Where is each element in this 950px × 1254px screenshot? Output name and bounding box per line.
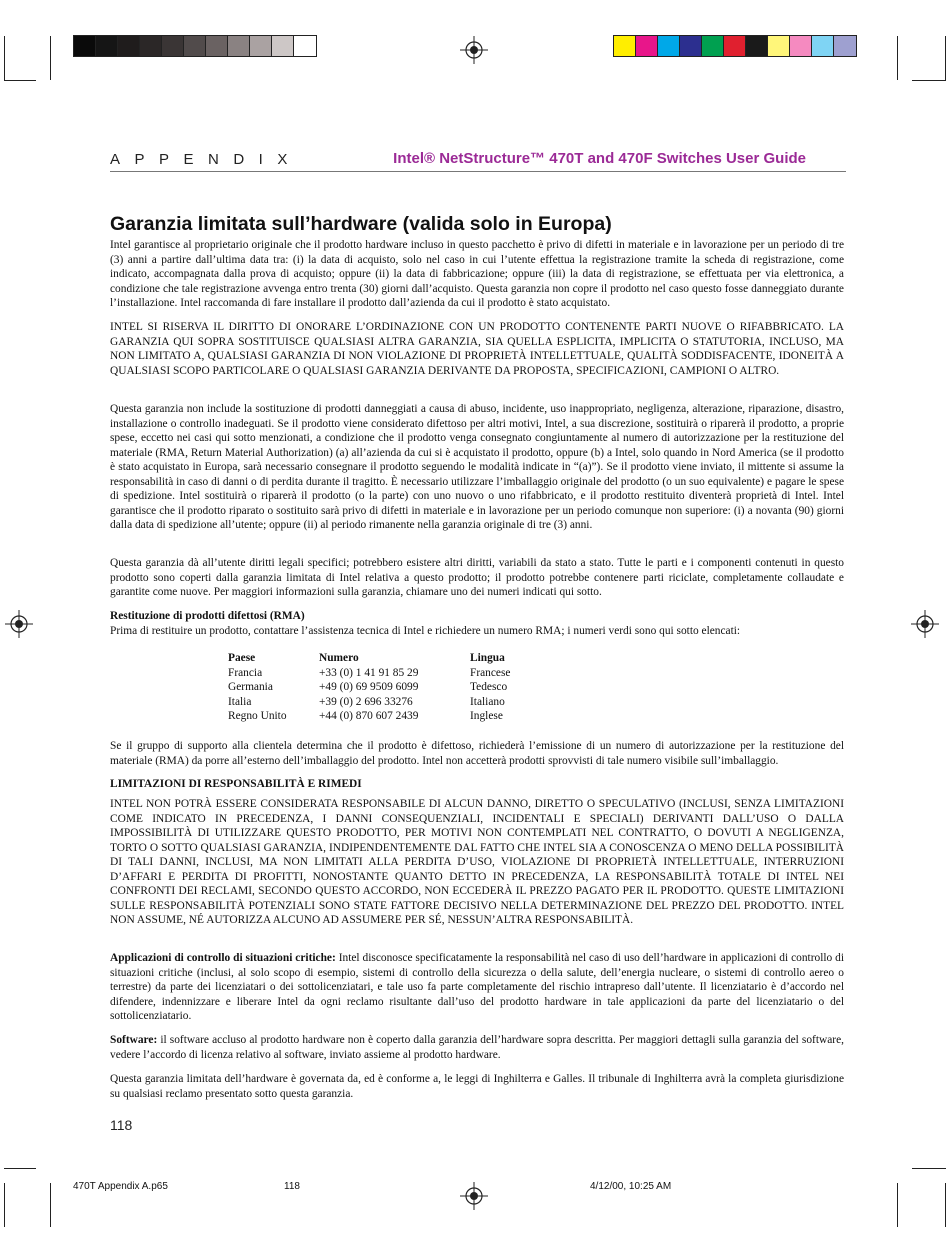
phone-cell: +44 (0) 870 607 2439 — [319, 710, 419, 722]
color-swatch — [184, 36, 206, 56]
slug-date: 4/12/00, 10:25 AM — [590, 1181, 672, 1192]
color-swatch — [272, 36, 294, 56]
liability-paragraph: INTEL NON POTRÀ ESSERE CONSIDERATA RESPONSABILE DI ALCUN DANNO, DIRETTO O SPECULATIVO (INCLUSI, SENZA LIMITAZIONI COME INDICATO IN PRECEDENZA, I DANNI CONSEQUENZIALI, INCIDENTALI E SPECIALI) DERIVANTI DALL’USO O DALLA IMPOSSIBILITÀ DI UTILIZZARE QUESTO PRODOTTO, PER MOTIVI NON CONTEMPLATI NEL CONTRATTO, O DOVUTI A NEGLIGENZA, TORTO O SOTTO QUALSIASI GARANZIA, INDIPENDENTEMENTE DAL FATTO CHE INTEL SIA A CONOSCENZA O MENO DELLA POSSIBILITÀ DI TALI DANNI, INCLUSI, MA NON LIMITATI ALLA PERDITA D’USO, VIOLAZIONE DI PROPRIETÀ INTELLETTUALE, INTERRUZIONI D’AFFARI E PERDITA DI PROFITTI, NONOSTANTE QUANTO DETTO IN PRECEDENZA, LA RESPONSABILITÀ TOTALE DI INTEL NEI CONFRONTI DEI RECLAMI, SECONDO QUESTO ACCORDO, NON ECCEDERÀ IL PREZZO PAGATO PER IL PRODOTTO. QUESTE LIMITAZIONI SULLE RESPONSABILITÀ POTENZIALI SONO STATE FATTORE DECISIVO NELLA DETERMINAZIONE DEL PREZZO DEL PRODOTTO. INTEL NON ASSUME, NÉ AUTORIZZA ALCUNO AD ASSUMERE PER SÉ, NESSUN’ALTRA RESPONSABILITÀ. — [110, 798, 844, 926]
color-swatch — [658, 36, 680, 56]
limitations-heading: LIMITAZIONI DI RESPONSABILITÀ E RIMEDI — [110, 778, 362, 790]
critical-label: Applicazioni di controllo di situazioni critiche: — [110, 952, 336, 964]
gray-scale-bar — [73, 35, 317, 57]
table-row — [228, 695, 530, 710]
color-swatch — [294, 36, 316, 56]
color-swatch — [812, 36, 834, 56]
software-label: Software: — [110, 1034, 158, 1046]
critical-text: Intel disconosce specificatamente la responsabilità nel caso di uso dell’hardware in applicazioni di controllo di situazioni critiche (inclusi, al solo scopo di esempio, sistemi di controllo della sicurezza o della salute, dell’energia nucleare, o sistemi di controllo aereo o terrestre) da parte dei licenziatari o dei sottolicenziatari, e tale uso fa parte completamente del rischio intrapreso dall’utente. Il licenziatario è d’accordo nel difendere, indennizzare e liberare Intel da ogni reclamo risultante dall’uso del prodotto hardware in tale applicazioni da parte del licenziatario o del sottolicenziatario. — [110, 952, 845, 1022]
table-row — [228, 709, 530, 724]
page-number: 118 — [110, 1117, 133, 1133]
language-cell: Francese — [470, 666, 511, 679]
document-title: Intel® NetStructure™ 470T and 470F Switches User Guide — [393, 150, 806, 167]
color-swatch — [140, 36, 162, 56]
rma-heading: Restituzione di prodotti difettosi (RMA) — [110, 610, 305, 622]
defective-product-paragraph: Se il gruppo di supporto alla clientela determina che il prodotto è difettoso, richiederà l’emissione di un numero di autorizzazione per la restituzione del materiale (RMA) da porre all’esterno dell’imballaggio del prodotto. Intel non accetterà prodotti sprovvisti di tale numero visibile sull’imballaggio. — [110, 740, 844, 767]
page-title: Garanzia limitata sull’hardware (valida solo in Europa) — [110, 213, 612, 235]
phone-cell: +49 (0) 69 9509 6099 — [319, 681, 419, 693]
exclusions-paragraph: Questa garanzia non include la sostituzione di prodotti danneggiati a causa di abuso, incidente, uso inappropriato, negligenza, alterazione, riparazione, disastro, installazione o controllo inadeguati. Se il prodotto viene considerato difettoso per altri motivi, Intel, a sua discrezione, sostituirà o riparerà il prodotto, a proprie spese, eccetto nei casi qui sotto menzionati, a condizione che il prodotto venga consegnato congiuntamente al numero di autorizzazione per la restituzione del materiale (RMA, Return Material Authorization) (a) all’azienda da cui si è acquistato il prodotto, oppure (b) a Intel, solo quando in Nord America (se il prodotto è stato acquistato in Europa, sarà necessario consegnare il prodotto seguendo le modalità indicate in “(a)”). Se il prodotto viene inviato, il mittente si assume la responsabilità in caso di danni o di perdita durante il tragitto. È necessario utilizzare l’imballaggio originale del prodotto (o un suo equivalente) e pagare le spese di spedizione. Intel sostituirà o riparerà il prodotto (o la parte) con uno nuovo o uno rifabbricato, e il prodotto restituito diventerà proprietà di Intel. Intel garantisce che il prodotto riparato o sostituito sarà privo di difetti in materiale e in lavorazione per un periodo comunque non superiore: (i) a novanta (90) giorni dalla data di spedizione all’utente; oppure (ii) al periodo rimanente nella garanzia originale di tre (3) anni. — [110, 403, 844, 531]
color-swatch — [96, 36, 118, 56]
phone-cell: +33 (0) 1 41 91 85 29 — [319, 666, 419, 679]
rma-intro: Prima di restituire un prodotto, contattare l’assistenza tecnica di Intel e richiedere un numero RMA; i numeri verdi sono qui sotto elencati: — [110, 624, 741, 637]
section-label: APPENDIX — [110, 151, 302, 168]
color-swatch — [118, 36, 140, 56]
color-swatch — [746, 36, 768, 56]
language-cell: Tedesco — [470, 681, 508, 693]
color-swatch — [206, 36, 228, 56]
column-header: Numero — [319, 652, 359, 664]
country-cell: Regno Unito — [228, 710, 287, 722]
color-swatch — [228, 36, 250, 56]
running-header — [110, 149, 846, 172]
country-cell: Italia — [228, 695, 252, 708]
governing-law-paragraph: Questa garanzia limitata dell’hardware è governata da, ed è conforme a, le leggi di Inghilterra e Galles. Il tribunale di Inghilterra avrà la completa giurisdizione su qualsiasi reclamo presentato sotto questa garanzia. — [110, 1073, 844, 1100]
software-text: il software accluso al prodotto hardware non è coperto dalla garanzia dell’hardware sopra descritta. Per maggiori dettagli sulla garanzia del software, vedere l’accordo di licenza relativo al software, inviato assieme al prodotto hardware. — [110, 1034, 844, 1061]
color-swatch — [74, 36, 96, 56]
table-row — [228, 666, 530, 681]
rma-section — [110, 609, 844, 638]
registration-mark-icon — [460, 36, 488, 64]
language-cell: Inglese — [470, 710, 503, 722]
column-header: Paese — [228, 652, 256, 664]
table-header-row — [228, 651, 530, 666]
color-swatch — [724, 36, 746, 56]
country-cell: Francia — [228, 666, 263, 679]
warranty-paragraph: Intel garantisce al proprietario originale che il prodotto hardware incluso in questo pacchetto è privo di difetti in materiale e in lavorazione per un periodo di tre (3) anni a partire dall’ultima data tra: (i) la data di acquisto, solo nel caso in cui l’utente effettua la registrazione tramite la scheda di registrazione, come indicato, accompagnata dalla prova di acquisto; oppure (ii) la data di fabbricazione; oppure (iii) la data di registrazione, se effettuata per via elettronica, a condizione che tale registrazione avvenga entro trenta (30) giorni dall’acquisto. Questa garanzia non copre il prodotto nel caso questo fosse danneggiato durante l’installazione. Intel raccomanda di fare installare il prodotto dall’azienda da cui il prodotto è stato acquistato. — [110, 239, 844, 309]
color-swatch — [834, 36, 856, 56]
legal-rights-paragraph: Questa garanzia dà all’utente diritti legali specifici; potrebbero esistere altri diritti, variabili da stato a stato. Tutte le parti e i componenti contenuti in questo prodotto sono coperti dalla garanzia limitata di Intel relativa a questo prodotto; il prodotto potrebbe contenere parti riciclate, completamente collaudate e garantite come nuove. Per maggiori informazioni sulla garanzia, chiamare uno dei numeri indicati qui sotto. — [110, 557, 844, 598]
registration-mark-icon — [911, 610, 939, 638]
country-cell: Germania — [228, 681, 273, 693]
registration-mark-icon — [5, 610, 33, 638]
phone-cell: +39 (0) 2 696 33276 — [319, 695, 413, 708]
color-swatch — [162, 36, 184, 56]
slug-page: 118 — [284, 1181, 300, 1192]
color-swatch — [702, 36, 724, 56]
language-cell: Italiano — [470, 695, 505, 708]
color-swatch — [614, 36, 636, 56]
color-swatch — [790, 36, 812, 56]
column-header: Lingua — [470, 652, 505, 664]
table-row — [228, 680, 530, 695]
critical-applications-paragraph — [110, 951, 844, 1024]
slug-filename: 470T Appendix A.p65 — [73, 1181, 168, 1192]
color-swatch — [250, 36, 272, 56]
rights-paragraph: INTEL SI RISERVA IL DIRITTO DI ONORARE L’ORDINAZIONE CON UN PRODOTTO CONTENENTE PARTI NUOVE O RIFABBRICATO. LA GARANZIA QUI SOPRA SOSTITUISCE QUALSIASI ALTRA GARANZIA, SIA QUELLA ESPLICITA, IMPLICITA O STATUTORIA, INCLUSO, MA NON LIMITATO A, QUALSIASI GARANZIA DI NON VIOLAZIONE DI PROPRIETÀ INTELLETTUALE, QUALITÀ SODDISFACENTE, IDONEITÀ A QUALSIASI SCOPO PARTICOLARE O QUALSIASI GARANZIA DERIVANTE DA PROPOSTA, SPECIFICAZIONI, CAMPIONI O ALTRO. — [110, 321, 844, 377]
rma-contact-table — [228, 651, 530, 724]
color-swatch — [768, 36, 790, 56]
software-paragraph — [110, 1033, 844, 1062]
color-swatch — [636, 36, 658, 56]
color-swatch — [680, 36, 702, 56]
color-bar — [613, 35, 857, 57]
registration-mark-icon — [460, 1182, 488, 1210]
